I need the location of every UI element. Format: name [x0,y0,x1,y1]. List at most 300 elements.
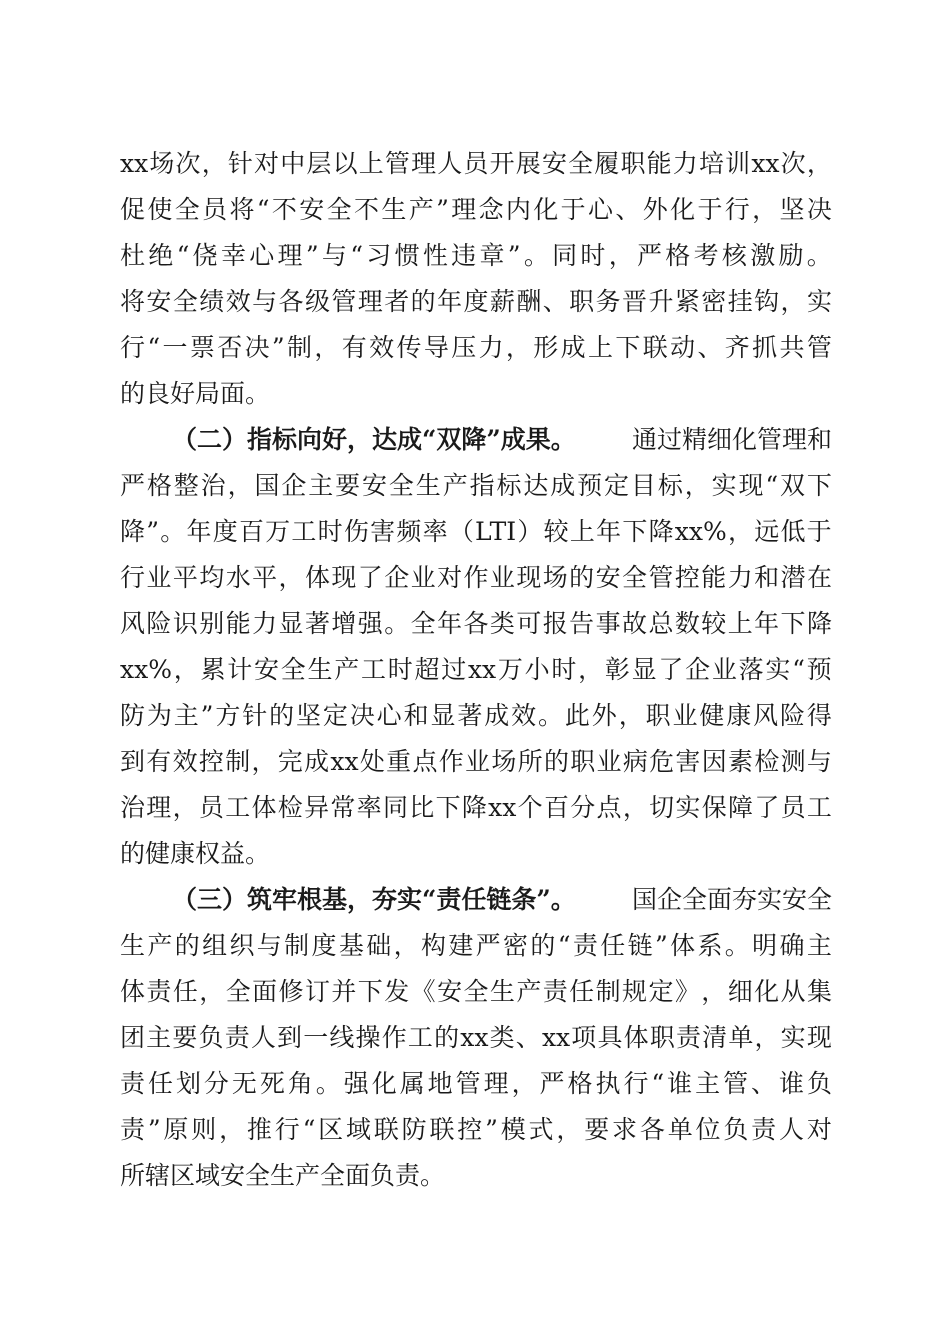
glyph: 开 [489,149,515,178]
glyph: 生 [415,471,441,500]
glyph: 务 [595,287,621,316]
glyph: 职 [645,701,671,730]
glyph: 对 [806,1115,832,1144]
glyph: 国 [254,471,280,500]
paragraph-2-line-3 [120,509,832,555]
glyph: 定 [604,471,630,500]
glyph: 、 [542,287,568,316]
glyph: 作 [381,1023,407,1052]
paragraph-3-line-3 [120,969,832,1015]
glyph: 的 [410,287,436,316]
glyph: 单 [728,1023,754,1052]
glyph: 区 [318,1115,344,1144]
glyph: 训 [725,149,751,178]
glyph: 联 [373,1115,399,1144]
glyph: “ [651,1069,665,1098]
glyph: 点 [412,747,438,776]
glyph: 分 [203,1069,229,1098]
glyph: 显 [631,655,657,684]
glyph: 下 [622,517,648,546]
glyph: 点 [596,793,622,822]
glyph: 心 [588,195,614,224]
glyph: 时 [317,517,343,546]
glyph: 现 [738,471,764,500]
glyph: 压 [451,333,477,362]
glyph: 全 [568,149,594,178]
glyph: 类 [489,1023,515,1052]
glyph: 时 [551,655,577,684]
glyph: 别 [199,609,225,638]
glyph: 产 [516,977,542,1006]
glyph: 安 [595,563,621,592]
glyph: 下 [780,609,806,638]
glyph: 于 [697,195,723,224]
glyph: 推 [246,1115,272,1144]
glyph: ， [199,977,225,1006]
glyph: xx [488,793,517,822]
glyph: 基 [338,931,364,960]
glyph: ” [147,1115,161,1144]
glyph: 于 [806,517,832,546]
glyph: 的 [434,1023,460,1052]
paragraph-3-line-5 [120,1061,832,1107]
glyph: ， [684,471,710,500]
glyph: 保 [701,793,727,822]
glyph: 控 [198,747,224,776]
glyph: ， [227,471,253,500]
glyph: 激 [750,241,776,270]
glyph: 度 [463,287,489,316]
glyph: 重 [386,747,412,776]
glyph: 业 [465,747,491,776]
glyph: 预 [806,655,832,684]
glyph: 任 [600,931,626,960]
glyph: 薪 [489,287,515,316]
glyph: 修 [278,977,304,1006]
glyph: 指 [469,471,495,500]
glyph: 安 [299,195,325,224]
glyph: 事 [595,609,621,638]
paragraph-2-line-9 [120,785,832,831]
glyph: 安 [541,149,567,178]
glyph: 格 [146,471,172,500]
glyph: 化 [670,195,696,224]
glyph: 落 [738,655,764,684]
glyph: 心 [249,241,275,270]
glyph: 降 [120,517,146,546]
glyph: 谁 [667,1069,693,1098]
glyph: 惯 [394,241,420,270]
glyph: 划 [175,1069,201,1098]
glyph: 测 [780,747,806,776]
glyph: 严 [120,471,146,500]
glyph: 主 [695,1069,721,1098]
glyph: 力 [478,333,504,362]
glyph: 计 [227,655,253,684]
glyph: ） [517,517,543,546]
glyph: 决 [244,333,270,362]
paragraph-1-line-6: 的良好局面。 [120,379,271,408]
paragraph-2-line-2 [120,463,832,509]
glyph: 负 [723,1115,749,1144]
glyph: 细 [727,977,753,1006]
paragraph-1-line-5 [120,325,832,371]
glyph: 平 [252,563,278,592]
glyph: 密 [701,287,727,316]
glyph: 构 [420,931,446,960]
glyph: 成 [550,471,576,500]
glyph: 原 [163,1115,189,1144]
glyph: 团 [120,1023,146,1052]
glyph: 体 [120,977,146,1006]
glyph: 主 [173,701,199,730]
glyph: 企 [384,563,410,592]
glyph: 率 [422,517,448,546]
glyph: 行 [120,333,146,362]
glyph: 导 [423,333,449,362]
glyph: 责 [751,1115,777,1144]
glyph: 挂 [727,287,753,316]
glyph: 绩 [199,287,225,316]
paragraph-1-line-3 [120,233,832,279]
glyph: ， [251,747,277,776]
glyph: 责 [542,977,568,1006]
glyph: 可 [516,609,542,638]
glyph: 人 [779,1115,805,1144]
glyph: 次 [780,149,806,178]
glyph: 上 [569,517,595,546]
glyph: 死 [259,1069,285,1098]
glyph: 、 [697,333,723,362]
glyph: 实 [675,793,701,822]
glyph: ” [654,931,668,960]
glyph: 强 [343,1069,369,1098]
glyph: “ [765,471,779,500]
glyph: 员 [780,793,806,822]
glyph: 、 [515,1023,541,1052]
glyph: ” [200,701,214,730]
glyph: 酬 [516,287,542,316]
glyph: 能 [225,609,251,638]
glyph: 降 [648,517,674,546]
glyph: 清 [702,1023,728,1052]
glyph: 求 [612,1115,638,1144]
glyph: 平 [172,563,198,592]
glyph: 绝 [148,241,174,270]
glyph: 力 [672,149,698,178]
paragraph-2-line-4 [120,555,832,601]
paragraph-2-line-7 [120,693,832,739]
glyph: 行 [623,1069,649,1098]
glyph: 责 [120,1069,146,1098]
glyph: 谁 [779,1069,805,1098]
glyph: 全 [280,655,306,684]
glyph: 线 [329,1023,355,1052]
glyph: 整 [173,471,199,500]
glyph: 各 [463,609,489,638]
glyph: 体 [251,793,277,822]
glyph: 于 [560,195,586,224]
glyph: 。 [724,931,750,960]
glyph: ， [278,563,304,592]
glyph: 主 [308,471,334,500]
glyph: 力 [252,609,278,638]
glyph: 预 [577,471,603,500]
paragraph-3-line-6 [120,1107,832,1153]
glyph: 职 [649,1023,675,1052]
glyph: 化 [533,195,559,224]
glyph: 风 [753,701,779,730]
glyph: 员 [198,793,224,822]
glyph: 增 [331,609,357,638]
glyph: 万 [497,655,523,684]
paragraph-1-line-2 [120,187,832,233]
glyph: 责 [572,931,598,960]
glyph: 时 [580,241,606,270]
paragraph-2-line-6 [120,647,832,693]
glyph: 员 [202,195,228,224]
glyph: 标 [657,471,683,500]
glyph: 中 [280,149,306,178]
glyph: 作 [463,563,489,592]
glyph: 组 [202,931,228,960]
glyph: 定 [648,977,674,1006]
glyph: 职 [569,287,595,316]
glyph: 产 [334,655,360,684]
glyph: xx [467,655,497,684]
glyph: 到 [120,747,146,776]
glyph: 个 [517,793,543,822]
glyph: 管 [455,1069,481,1098]
glyph: 。 [315,1069,341,1098]
glyph: 齐 [724,333,750,362]
glyph: 责 [224,1023,250,1052]
glyph: 切 [649,793,675,822]
glyph: 票 [189,333,215,362]
glyph: 强 [357,609,383,638]
glyph: 外 [642,195,668,224]
glyph: 的 [174,931,200,960]
glyph: 任 [147,1069,173,1098]
glyph: 产 [408,195,434,224]
glyph: 年 [186,517,212,546]
glyph: 任 [172,977,198,1006]
glyph: 所 [517,747,543,776]
glyph: 度 [212,517,238,546]
glyph: 在 [806,563,832,592]
glyph: 百 [543,793,569,822]
glyph: 责 [675,1023,701,1052]
glyph: 升 [648,287,674,316]
glyph: 、 [751,1069,777,1098]
paragraph-2-line-10: 的健康权益。 [120,839,271,868]
glyph: 严 [539,1069,565,1098]
glyph: 理 [483,1069,509,1098]
glyph: 与 [806,747,832,776]
glyph: 体 [670,931,696,960]
glyph: 行 [120,563,146,592]
glyph: 为 [146,701,172,730]
glyph: 实 [711,471,737,500]
glyph: 行 [724,195,750,224]
glyph: 员 [463,149,489,178]
glyph: 比 [409,793,435,822]
glyph: 降 [461,793,487,822]
glyph: 理 [451,195,477,224]
glyph: 治 [120,793,146,822]
glyph: 并 [331,977,357,1006]
glyph: 因 [701,747,727,776]
glyph: 彰 [604,655,630,684]
paragraph-3-line-4 [120,1015,832,1061]
glyph: 针 [242,701,268,730]
glyph: 。 [384,609,410,638]
glyph: 动 [670,333,696,362]
glyph: 了 [658,655,684,684]
glyph: 将 [229,195,255,224]
paragraph-3-first-line [172,877,832,923]
glyph: xx [330,747,359,776]
paragraph-1-line-4 [120,279,832,325]
glyph: 格 [567,1069,593,1098]
glyph: 防 [401,1115,427,1144]
glyph: 和 [754,563,780,592]
glyph: 异 [304,793,330,822]
glyph: 管 [723,1069,749,1098]
glyph: 下 [806,471,832,500]
glyph: 位 [695,1115,721,1144]
glyph: 素 [728,747,754,776]
glyph: 决 [349,701,375,730]
glyph: 此 [564,701,590,730]
glyph: 紧 [674,287,700,316]
glyph: ， [618,701,644,730]
glyph: 安 [362,471,388,500]
glyph: 得 [806,701,832,730]
glyph: （ [448,517,474,546]
glyph: 水 [225,563,251,592]
glyph: 理 [411,149,437,178]
glyph: 业 [711,655,737,684]
glyph: 管 [384,149,410,178]
glyph: 域 [345,1115,371,1144]
glyph: 害 [675,747,701,776]
glyph: 过 [441,655,467,684]
glyph: 性 [422,241,448,270]
glyph: 制 [284,931,310,960]
paragraph-3-line-2 [120,923,832,969]
glyph: 工 [225,793,251,822]
glyph: 促 [120,195,146,224]
glyph: 全 [622,563,648,592]
glyph: 年 [596,517,622,546]
glyph: ， [608,241,634,270]
glyph: xx [120,149,149,178]
glyph: 明 [752,931,778,960]
glyph: 下 [435,793,461,822]
glyph: “ [350,241,363,270]
glyph: 工 [407,1023,433,1052]
glyph: ， [173,655,199,684]
glyph: ， [701,977,727,1006]
glyph: 上 [588,333,614,362]
glyph: 防 [120,701,146,730]
glyph: ， [314,333,340,362]
glyph: 、 [615,195,641,224]
paragraph-1-line-1 [120,141,832,187]
glyph: 同 [382,793,408,822]
glyph: 外 [591,701,617,730]
glyph: 负 [806,1069,832,1098]
glyph: 的 [530,931,556,960]
glyph: 了 [754,793,780,822]
glyph: 制 [287,333,313,362]
glyph: 执 [595,1069,621,1098]
glyph: 面 [252,977,278,1006]
glyph: 次 [175,149,201,178]
glyph: 杜 [120,241,146,270]
glyph: 属 [399,1069,425,1098]
glyph: 《 [410,977,436,1006]
glyph: xx [541,1023,571,1052]
glyph: 式 [528,1115,554,1144]
glyph: 内 [505,195,531,224]
glyph: 业 [596,747,622,776]
glyph: 实 [765,655,791,684]
glyph: ， [622,793,648,822]
glyph: 层 [306,149,332,178]
glyph: 以 [332,149,358,178]
glyph: ” [146,517,160,546]
glyph: 显 [278,609,304,638]
glyph: 考 [693,241,719,270]
glyph: 显 [430,701,456,730]
glyph: 与 [252,287,278,316]
glyph: 。 [538,701,564,730]
glyph: 安 [253,655,279,684]
glyph: 降 [806,609,832,638]
glyph: 地 [427,1069,453,1098]
glyph: 一 [303,1023,329,1052]
glyph: 要 [335,471,361,500]
glyph: 控 [674,563,700,592]
glyph: 理 [357,287,383,316]
glyph: 企 [281,471,307,500]
paragraph-2-line-1-rest: 通过精细化管理和 [631,425,832,454]
glyph: 展 [515,149,541,178]
glyph: 业 [489,563,515,592]
glyph: 成 [484,701,510,730]
glyph: “ [176,241,190,270]
glyph: 年 [437,609,463,638]
glyph: 生 [489,977,515,1006]
glyph: 全 [174,195,200,224]
glyph: 制 [225,747,251,776]
glyph: ” [507,241,521,270]
glyph: 对 [254,149,280,178]
glyph: 业 [410,563,436,592]
glyph: 业 [146,563,172,592]
glyph: 培 [698,149,724,178]
glyph: 决 [806,195,832,224]
glyph: 全 [225,977,251,1006]
glyph: “ [792,655,805,684]
glyph: 业 [672,701,698,730]
glyph: 检 [277,793,303,822]
glyph: 能 [646,149,672,178]
paragraph-2-first-line [172,417,832,463]
glyph: 到 [277,1023,303,1052]
